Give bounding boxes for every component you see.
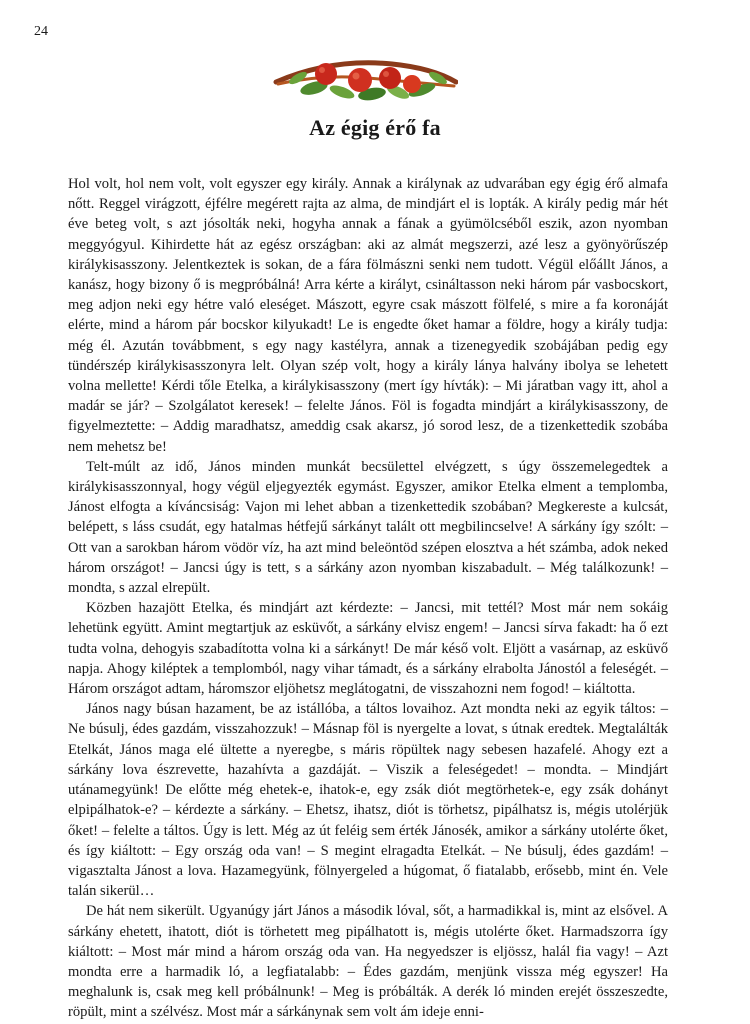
page-title: Az égig érő fa (309, 115, 441, 140)
paragraph: Közben hazajött Etelka, és mindjárt azt kérdezte: – Jancsi, mit tettél? Most már nem sokáig lehetünk együtt. Amint megtartjuk az esküvőt, a sárkány elvisz engem! – Jancsi sírva fakadt: ha ő ezt tudta volna, dehogyis szabadította volna ki a sárkányt! De már késő volt. Eljött a vasárnap, az esküvő napja. Ahogy kiléptek a templomból, nagy vihar támadt, és a sárkány elrabolta Jánostól a feleségét. – Három országot adtam, háromszor eljöhetsz meglátogatni, de visszahozni nem fogod! – kiáltotta. (68, 600, 668, 698)
paragraph: De hát nem sikerült. Ugyanúgy járt János a második lóval, sőt, a harmadikkal is, mint az elsővel. A sárkány ehetett, ihatott, diót is törhetett meg pipálhatott is, mégis utolérte őket. Harmadszorra így kiáltott: – Most már mind a három ország oda van. Ha negyedszer is eljössz, halál fia vagy! – Azt mondta erre a harmadik ló, a legfiatalabb: – Édes gazdám, menjünk vissza még egyszer! Ha meghalunk is, csak meg kell próbálnunk! – Meg is próbálták. A derék ló minden erejét összeszedte, röpült, mint a szélvész. Most már a sárkánynak sem volt ám ideje enni- (68, 903, 668, 1021)
paragraph: János nagy búsan hazament, be az istállóba, a táltos lovaihoz. Azt mondta neki az egyik táltos: – Ne búsulj, édes gazdám, visszahozzuk! – Másnap föl is nyergelte a lovat, s útnak eredtek. Megtalálták Etelkát, János maga elé ültette a nyeregbe, s máris röpültek nagy sebesen hazafelé. Ahogy ezt a sárkány lova észrevette, hazahívta a gazdáját. – Viszik a feleségedet! – mondta. – Mindjárt utánamegyünk! De előtte még ehetek-e, ihatok-e, egy zsák diót megtörhetek-e, egy zsák dohányt elpipálhatok-e? – kérdezte a sárkány. – Ehetsz, ihatsz, diót is törhetsz, pipálhatsz is, mégis utolérjük őket! – felelte a táltos. Úgy is lett. Még az út feléig sem érték Jánosék, amikor a sárkány utolérte őket, és így kiáltott: – Egy ország oda van! – S megint elragadta Etelkát. – Ne búsulj, édes gazdám! – vigasztalta Jánost a lova. Hazamegyünk, fölnyergeled a húgomat, ő fiatalabb, erősebb, mint én. Vele talán sikerül… (68, 701, 668, 900)
paragraph: Hol volt, hol nem volt, volt egyszer egy király. Annak a királynak az udvarában egy égig érő almafa nőtt. Reggel virágzott, éjfélre megérett rajta az alma, de mindjárt el is lopták. A király pedig már hét éve beteg volt, s azt jósolták neki, hogyha annak a fának a gyümölcséből eszik, azon nyomban meggyógyul. Kihirdette hát az egész országban: aki az almát megszerzi, azé lesz a gyönyörűszép királykisasszony. Jelentkeztek is sokan, de a fára fölmászni senki nem tudott. Végül előállt János, a kanász, hogy bizony ő is megpróbálná! Arra kérte a királyt, csináltasson neki három pár vasbocskort, meg adjon neki egy hétre való eleséget. Mászott, egyre csak mászott fölfelé, s mire a fa koronáját elérte, mind a három pár bocskor kilyukadt! Le is engedte őket hamar a földre, hogy a király tudja: még él. Azután továbbment, s egy nagy kastélyra, annak a tizenegyedik szobájában pedig egy tündérszép királykisasszonyra lelt. Olyan szép volt, hogy a király lánya halvány ibolya se lehetett volna mellette! Kérdi tőle Etelka, a királykisasszony (mert így hívták): – Mi járatban vagy itt, ahol a madár se jár? – Szolgálatot keresek! – felelte János. Föl is fogadta mindjárt a királykisasszony, de figyelmeztette: – Addig maradhatsz, ameddig csak akarsz, jó sorod lesz, de a tizenkettedik szobába nem mehetsz be! (68, 176, 668, 455)
story-body (68, 174, 668, 1023)
paragraph: Telt-múlt az idő, János minden munkát becsülettel elvégzett, s úgy összemelegedtek a királykisasszonnyal, hogy végül eljegyezték egymást. Egyszer, amikor Etelka elment a templomba, Jánost elfogta a kíváncsiság: Vajon mi lehet abban a tizenkettedik szobában? Megkereste a kulcsát, belépett, s láss csudát, egy hatalmas hétfejű sárkányt talált ott megbilincselve! A sárkány így szólt: – Ott van a sarokban három vödör víz, ha azt mind beleöntöd szépen elosztva a hét számba, adok neked három országot! – Jancsi úgy is tett, s a sárkány azon nyomban kiszabadult. – Még találkozunk! – mondta, s azzal elrepült. (68, 458, 668, 597)
apple-branch-illustration (272, 52, 458, 104)
page-number: 24 (34, 24, 48, 39)
